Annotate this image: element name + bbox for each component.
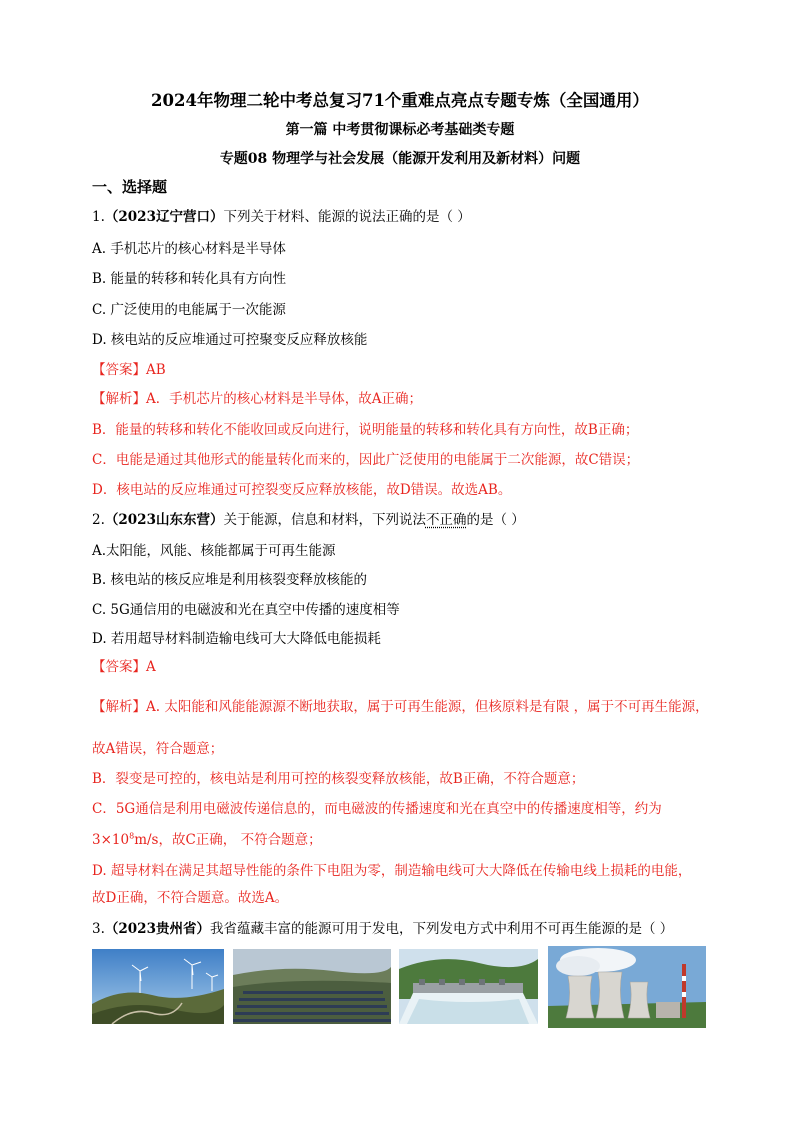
question-text-end: 的是（ ） <box>466 512 525 528</box>
q2-option-c: C. 5G通信用的电磁波和光在真空中传播的速度相等 <box>92 602 400 618</box>
section-heading: 一、选择题 <box>92 178 168 196</box>
question-text: 下列关于材料、能源的说法正确的是（ ） <box>223 209 471 225</box>
analysis-label: 【解析】 <box>92 391 146 407</box>
answer-label: 【答案】 <box>92 659 146 675</box>
topic-heading: 专题08 物理学与社会发展（能源开发利用及新材料）问题 <box>219 151 581 167</box>
answer-label: 【答案】 <box>92 362 146 378</box>
question-text: 关于能源，信息和材料，下列说法 <box>223 512 426 528</box>
q2-analysis-3: B．裂变是可控的，核电站是利用可控的核裂变释放核能，故B正确，不符合题意； <box>92 771 585 787</box>
hydro-dam-photo <box>399 949 538 1024</box>
q1-option-b: B. 能量的转移和转化具有方向性 <box>92 271 287 287</box>
q1-analysis-c: C．电能是通过其他形式的能量转化而来的，因此广泛使用的电能属于二次能源，故C错误； <box>92 452 640 468</box>
speed-value: 3×10 <box>92 832 130 848</box>
emphasis-text: 不正确 <box>425 512 467 528</box>
analysis-text: A．手机芯片的核心材料是半导体，故A正确； <box>146 391 422 407</box>
q1-answer <box>92 361 166 379</box>
speed-exponent: 8 <box>129 831 135 841</box>
question-2-stem <box>92 511 525 529</box>
q2-answer <box>92 658 156 676</box>
q1-option-a: A. 手机芯片的核心材料是半导体 <box>92 241 286 257</box>
q2-analysis-6: D. 超导材料在满足其超导性能的条件下电阻为零，制造输电线可大大降低在传输电线上损耗的电能， <box>92 863 692 879</box>
q1-analysis-d: D．核电站的反应堆通过可控裂变反应释放核能，故D错误。故选AB。 <box>92 482 512 498</box>
q2-analysis-1 <box>92 698 709 716</box>
solar-farm-photo <box>233 949 391 1024</box>
wind-farm-photo <box>92 949 224 1024</box>
q1-analysis-b: B．能量的转移和转化不能收回或反向进行，说明能量的转移和转化具有方向性，故B正确； <box>92 422 639 438</box>
nuclear-plant-photo <box>548 946 706 1028</box>
q2-analysis-4: C．5G通信是利用电磁波传递信息的，而电磁波的传播速度和光在真空中的传播速度相等，约为 <box>92 801 662 817</box>
part-heading: 第一篇 中考贯彻课标必考基础类专题 <box>285 122 515 138</box>
question-1-stem <box>92 208 471 226</box>
answer-value: A <box>146 659 156 675</box>
answer-value: AB <box>146 362 166 378</box>
analysis-label: 【解析】 <box>92 699 146 715</box>
document-title: 2024年物理二轮中考总复习71个重难点亮点专题专炼（全国通用） <box>151 91 649 110</box>
q2-option-b: B. 核电站的核反应堆是利用核裂变释放核能的 <box>92 572 368 588</box>
q2-analysis-2: 故A错误，符合题意； <box>92 741 224 757</box>
q1-option-d: D. 核电站的反应堆通过可控聚变反应释放核能 <box>92 332 368 348</box>
q2-option-d: D. 若用超导材料制造输电线可大大降低电能损耗 <box>92 631 381 647</box>
q1-option-c: C. 广泛使用的电能属于一次能源 <box>92 302 286 318</box>
question-text: 我省蕴藏丰富的能源可用于发电，下列发电方式中利用不可再生能源的是（ ） <box>209 921 674 937</box>
question-3-stem <box>92 920 673 938</box>
question-number: 2. <box>92 512 105 528</box>
question-source: （2023贵州省） <box>104 921 210 937</box>
q1-analysis-a <box>92 390 422 408</box>
question-source: （2023辽宁营口） <box>104 209 224 225</box>
q2-analysis-5 <box>92 831 322 849</box>
question-number: 1. <box>92 209 105 225</box>
question-number: 3. <box>92 921 105 937</box>
q2-option-a: A.太阳能，风能、核能都属于可再生能源 <box>92 543 336 559</box>
question-source: （2023山东东营） <box>104 512 224 528</box>
q2-analysis-7: 故D正确，不符合题意。故选A。 <box>92 890 289 906</box>
analysis-text: A. 太阳能和风能能源源不断地获取，属于可再生能源，但核原料是有限 ，属于不可再生能源， <box>146 699 709 715</box>
speed-tail: m/s，故C正确， 不符合题意； <box>134 832 322 848</box>
